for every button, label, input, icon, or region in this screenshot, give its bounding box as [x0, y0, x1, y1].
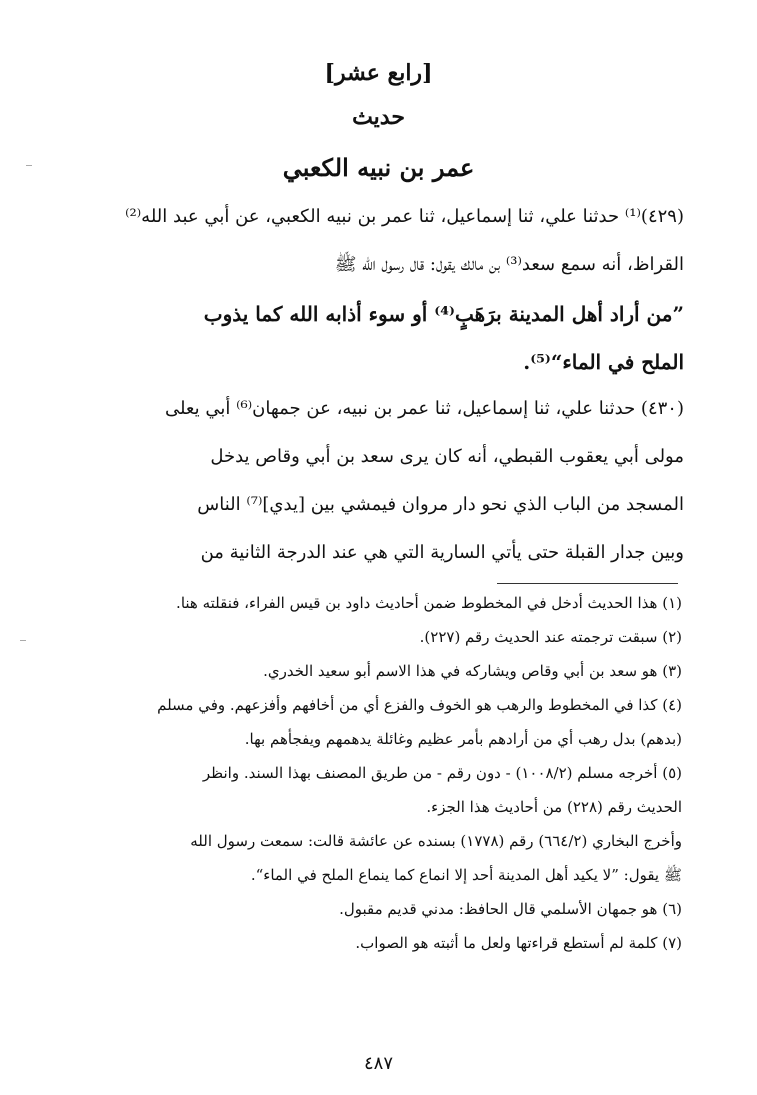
footnote: الحديث رقم (٢٢٨) من أحاديث هذا الجزء. — [426, 798, 682, 816]
hadith-body — [78, 208, 684, 592]
section-heading: [رابع عشر] — [324, 60, 433, 86]
body-line: (٤٢٩)⁽¹⁾ حدثنا علي، ثنا إسماعيل، ثنا عمر بن نبيه الكعبي، عن أبي عبد الله⁽²⁾ — [125, 206, 684, 227]
footnote: (٣) هو سعد بن أبي وقاص ويشاركه في هذا الاسم أبو سعيد الخدري. — [263, 662, 682, 680]
footnote: (١) هذا الحديث أدخل في المخطوط ضمن أحاديث داود بن قيس الفراء، فنقلته هنا. — [176, 594, 682, 612]
body-line: (٤٣٠) حدثنا علي، ثنا إسماعيل، ثنا عمر بن نبيه، عن جمهان⁽⁶⁾ أبي يعلى — [164, 398, 684, 419]
footnote: وأخرج البخاري (٦٦٤/٢) رقم (١٧٧٨) بسنده عن عائشة قالت: سمعت رسول الله — [190, 832, 682, 850]
page-number: ٤٨٧ — [363, 1053, 393, 1074]
footnote: (٦) هو جمهان الأسلمي قال الحافظ: مدني قديم مقبول. — [339, 900, 682, 918]
body-line: وبين جدار القبلة حتى يأتي السارية التي هي عند الدرجة الثانية من — [200, 542, 684, 563]
scan-mark — [26, 165, 32, 166]
footnote: (٥) أخرجه مسلم (١٠٠٨/٢) - دون رقم - من طريق المصنف بهذا السند. وانظر — [202, 764, 682, 782]
body-line: مولى أبي يعقوب القبطي، أنه كان يرى سعد بن أبي وقاص يدخل — [210, 446, 684, 467]
hadith-text-line: الملح في الماء“⁽⁵⁾. — [523, 350, 684, 374]
footnotes — [70, 596, 682, 970]
footnote: ﷺ يقول: ”لا يكيد أهل المدينة أحد إلا انماع كما ينماع الملح في الماء“. — [250, 866, 682, 884]
body-line: القراظ، أنه سمع سعد⁽³⁾ بن مالك يقول: قال رسول الله ﷺ — [334, 254, 684, 275]
footnote-separator — [497, 583, 678, 584]
footnote: (٧) كلمة لم أستطع قراءتها ولعل ما أثبته هو الصواب. — [355, 934, 682, 952]
scan-mark — [20, 640, 26, 641]
headings — [0, 58, 757, 196]
hadith-text-line: ”من أراد أهل المدينة برَهَبٍ⁽⁴⁾ أو سوء أذابه الله كما يذوب — [203, 302, 684, 326]
footnote: (بدهم) بدل رهب أي من أرادهم بأمر عظيم وغائلة يدهمهم ويفجأهم بها. — [244, 730, 682, 748]
footnote: (٢) سبقت ترجمته عند الحديث رقم (٢٢٧). — [419, 628, 682, 646]
narrator-heading: عمر بن نبيه الكعبي — [282, 153, 475, 182]
footnote: (٤) كذا في المخطوط والرهب هو الخوف والفزع أي من أخافهم وأفزعهم. وفي مسلم — [157, 696, 682, 714]
hadith-label: حديث — [352, 104, 405, 130]
body-line: المسجد من الباب الذي نحو دار مروان فيمشي بين [يدي]⁽⁷⁾ الناس — [197, 494, 684, 515]
